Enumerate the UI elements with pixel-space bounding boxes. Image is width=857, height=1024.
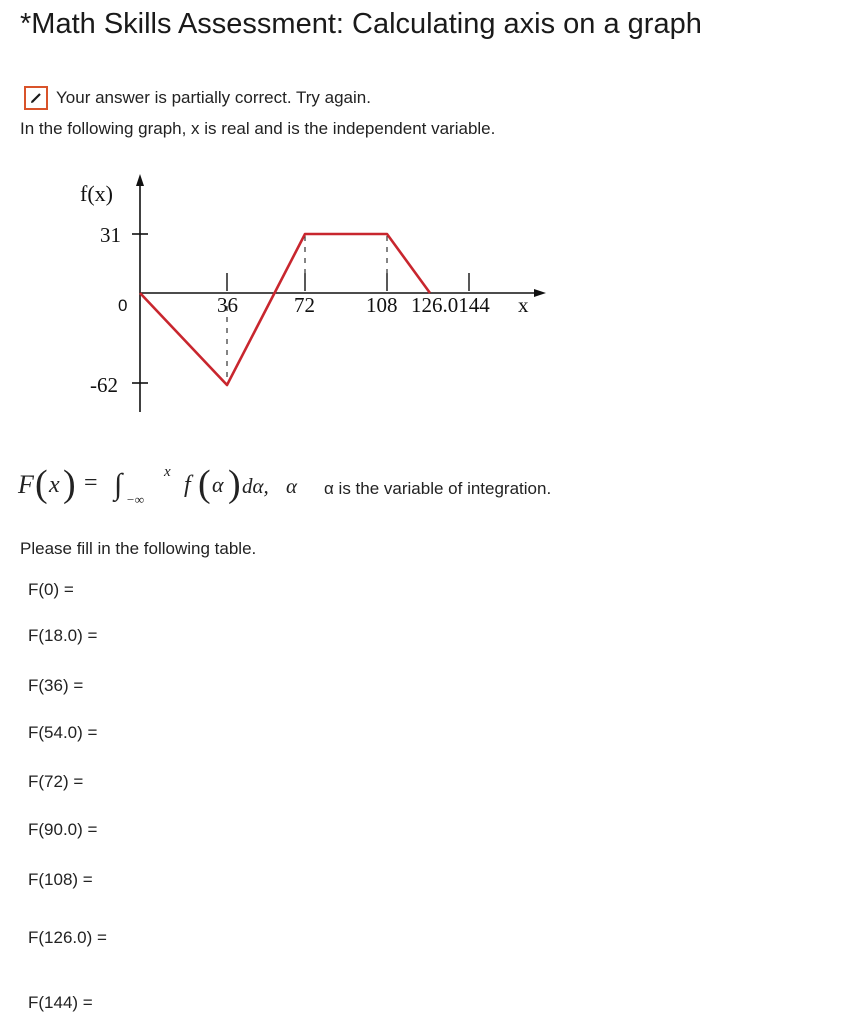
- table-row-F126: F(126.0) =: [28, 928, 107, 947]
- formula-paren-left-2: (: [198, 463, 211, 505]
- lower-limit: −∞: [126, 492, 145, 507]
- page-title: *Math Skills Assessment: Calculating axis on a graph: [20, 8, 702, 40]
- formula-f: f: [184, 472, 191, 498]
- x-tick-36: 36: [217, 293, 238, 317]
- upper-limit: x: [164, 464, 171, 480]
- formula-alpha: α: [212, 472, 224, 497]
- formula-x: x: [49, 472, 60, 498]
- feedback-text: Your answer is partially correct. Try again.: [56, 88, 371, 107]
- table-row-F18: F(18.0) =: [28, 626, 98, 645]
- feedback-message: [24, 86, 371, 110]
- formula-paren-right: ): [63, 463, 76, 505]
- table-row-F90: F(90.0) =: [28, 820, 98, 839]
- table-row-F108: F(108) =: [28, 870, 93, 889]
- x-tick-108: 108: [366, 293, 398, 317]
- origin-label: 0: [118, 296, 128, 315]
- y-tick-31: 31: [100, 223, 121, 247]
- integral-sign: ∫: [114, 468, 123, 501]
- formula-d-alpha: dα,: [242, 474, 269, 498]
- formula-description: α is the variable of integration.: [324, 479, 552, 498]
- x-axis-label: x: [518, 293, 529, 317]
- table-row-F72: F(72) =: [28, 772, 84, 791]
- table-row-F36: F(36) =: [28, 676, 84, 695]
- formula-paren-right-2: ): [228, 463, 241, 505]
- table-prompt: Please fill in the following table.: [20, 539, 257, 558]
- x-axis-arrow: [534, 289, 546, 297]
- y-axis-arrow: [136, 174, 144, 186]
- integral-formula: [18, 462, 658, 512]
- table-row-F144: F(144) =: [28, 993, 93, 1012]
- x-tick-72: 72: [294, 293, 315, 317]
- formula-equals: =: [84, 470, 98, 496]
- table-row-F54: F(54.0) =: [28, 723, 98, 742]
- x-tick-126: 126.0144: [411, 293, 490, 317]
- function-graph: [0, 160, 600, 420]
- pencil-icon: [24, 86, 48, 110]
- y-tick-neg62: -62: [90, 373, 118, 397]
- formula-F: F: [18, 470, 34, 499]
- y-axis-label: f(x): [80, 181, 113, 206]
- formula-alpha-2: α: [286, 474, 298, 498]
- table-row-F0: F(0) =: [28, 580, 74, 599]
- formula-paren-left: (: [35, 463, 48, 505]
- intro-text: In the following graph, x is real and is the independent variable.: [20, 119, 496, 138]
